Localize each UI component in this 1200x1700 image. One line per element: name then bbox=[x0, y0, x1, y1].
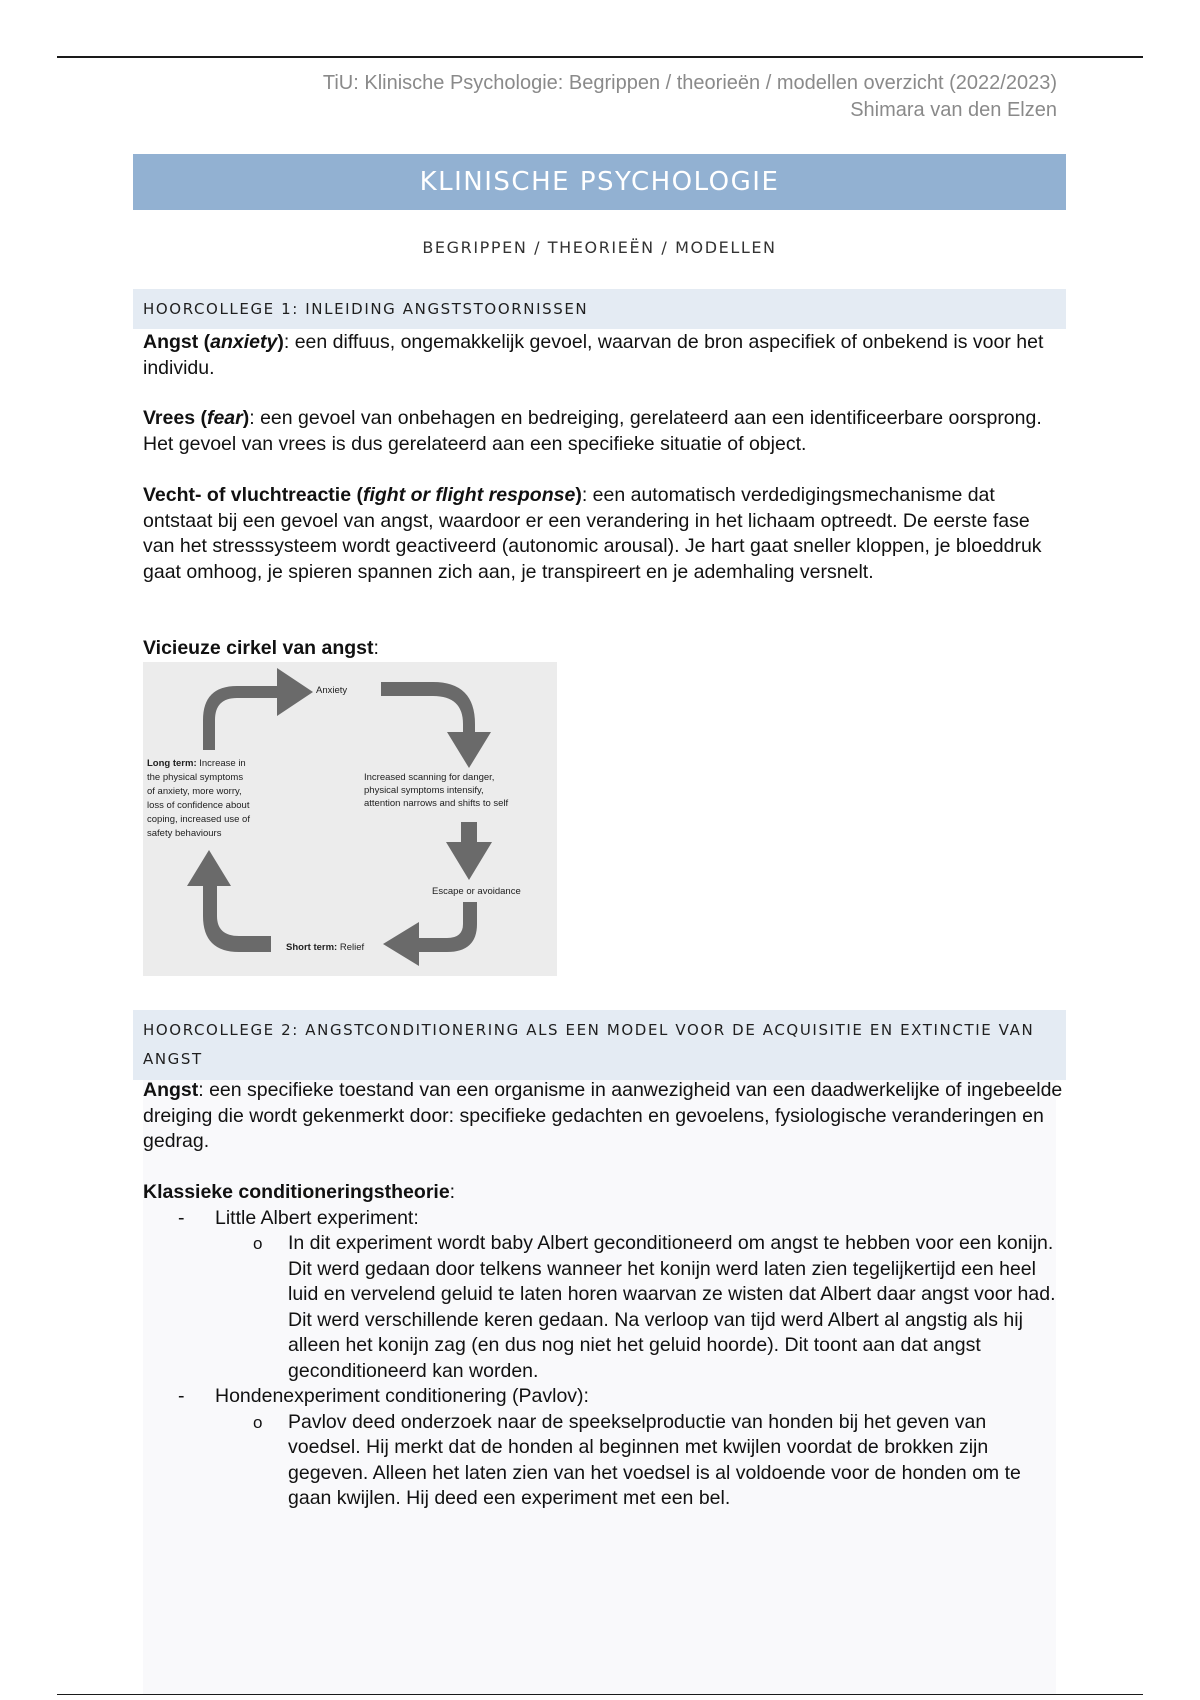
diagram-label-scanning-2: physical symptoms intensify, bbox=[364, 785, 484, 796]
circle-bullet: o bbox=[253, 1234, 263, 1253]
sub-list-item-text: In dit experiment wordt baby Albert geconditioneerd om angst te hebben voor een konijn. Dit werd gedaan door telkens wanneer het konijn werd laten zien tegelijkertijd een heel luid en vervelend geluid te laten horen waarvan ze wisten dat Albert daar angst voor had. Dit werd verschillende keren gedaan. Na verloop van tijd werd Albert al angstig als hij alleen het konijn zag (en dus nog niet het geluid hoorde). Dit toont aan dat angst geconditioneerd kan worden. bbox=[288, 1232, 1056, 1382]
diagram-label-long-term: Long term: Increase in bbox=[147, 758, 246, 769]
dash-bullet: - bbox=[178, 1206, 185, 1229]
list-item bbox=[143, 1384, 1063, 1410]
diagram-label-scanning-3: attention narrows and shifts to self bbox=[364, 798, 509, 809]
klassieke-conditionering: Klassieke conditioneringstheorie: - Little Albert experiment: o In dit experiment wordt baby Albert geconditioneerd om angst te hebben voor een konijn. Dit werd gedaan door telkens wanneer het konijn werd laten zien tegelijkertijd een heel luid en vervelend geluid te laten horen waarvan ze wisten dat Albert daar angst voor had. Dit werd verschillende keren gedaan. Na verloop van tijd werd Albert al angstig als hij alleen het konijn zag (en dus nog niet het geluid hoorde). Dit toont aan dat angst geconditioneerd kan worden. - Hondenexperiment conditionering (Pavlov): o Pavlov deed onderzoek naar de speekselproductie van honden bij het geven van voedsel. Hij merkt dat de honden al beginnen met kwijlen voordat de brokken zijn gegeven. Alleen het laten zien van het voedsel is al voldoende voor de honden om te gaan kwijlen. Hij deed een experiment met een bel. bbox=[143, 1180, 1063, 1512]
bottom-rule bbox=[57, 1694, 1143, 1695]
top-rule bbox=[57, 56, 1143, 58]
diagram-label-anxiety: Anxiety bbox=[316, 685, 348, 696]
diagram-label-short-term: Short term: Relief bbox=[286, 942, 365, 953]
diagram-label-long-term-4: loss of confidence about bbox=[147, 800, 250, 811]
section-heading-2: HOORCOLLEGE 2: ANGSTCONDITIONERING ALS EEN MODEL VOOR DE ACQUISITIE EN EXTINCTIE VAN ANGST bbox=[133, 1010, 1066, 1080]
document-header-author: Shimara van den Elzen bbox=[850, 99, 1057, 121]
definition-vicieuze-cirkel: Vicieuze cirkel van angst: bbox=[143, 637, 379, 659]
vicious-circle-diagram bbox=[143, 662, 557, 976]
document-header-title: TiU: Klinische Psychologie: Begrippen / theorieën / modellen overzicht (2022/2023) bbox=[322, 72, 1057, 94]
page-subtitle: BEGRIPPEN / THEORIEËN / MODELLEN bbox=[422, 238, 777, 257]
diagram-label-scanning-1: Increased scanning for danger, bbox=[364, 772, 495, 783]
circle-bullet: o bbox=[253, 1412, 263, 1432]
section-heading-1: HOORCOLLEGE 1: INLEIDING ANGSTSTOORNISSEN bbox=[133, 289, 1066, 329]
diagram-label-escape: Escape or avoidance bbox=[432, 886, 521, 897]
sub-list-item bbox=[143, 1410, 1063, 1512]
sub-list-item bbox=[143, 1231, 1063, 1384]
diagram-label-long-term-5: coping, increased use of bbox=[147, 814, 250, 825]
list-item-label: Little Albert experiment: bbox=[215, 1206, 419, 1229]
list-item bbox=[143, 1206, 1063, 1232]
vicious-circle-svg bbox=[143, 662, 557, 976]
diagram-label-long-term-3: of anxiety, more worry, bbox=[147, 786, 242, 797]
list-item-label: Hondenexperiment conditionering (Pavlov): bbox=[215, 1385, 589, 1407]
dash-bullet: - bbox=[178, 1385, 185, 1407]
diagram-label-long-term-6: safety behaviours bbox=[147, 828, 222, 839]
sub-list-item-text: Pavlov deed onderzoek naar de speekselproductie van honden bij het geven van voedsel. Hij merkt dat de honden al beginnen met kwijlen voordat de brokken zijn gegeven. Alleen het laten zien van het voedsel is al voldoende voor de honden om te gaan kwijlen. Hij deed een experiment met een bel. bbox=[288, 1410, 1021, 1509]
definition-angst-2: Angst: een specifieke toestand van een organisme in aanwezigheid van een daadwerkelijke of ingebeelde dreiging die wordt gekenmerkt door: specifieke gedachten en gevoelens, fysiologische veranderingen en gedrag. bbox=[143, 1079, 1063, 1152]
diagram-label-long-term-2: the physical symptoms bbox=[147, 772, 244, 783]
title-banner bbox=[133, 154, 1066, 210]
page-title: KLINISCHE PSYCHOLOGIE bbox=[419, 167, 780, 197]
definition-vechtreactie: Vecht- of vluchtreactie (fight or flight response): een automatisch verdedigingsmechanisme dat ontstaat bij een gevoel van angst, waardoor er een verandering in het lichaam optreedt. De eerste fase van het stresssysteem wordt geactiveerd (autonomic arousal). Je hart gaat sneller kloppen, je bloeddruk gaat omhoog, je spieren spannen zich aan, je transpireert en je ademhaling versnelt. bbox=[143, 484, 1042, 583]
definition-vrees: Vrees (fear): een gevoel van onbehagen en bedreiging, gerelateerd aan een identificeerbare oorsprong. Het gevoel van vrees is dus gerelateerd aan een specifieke situatie of object. bbox=[143, 407, 1042, 455]
definition-angst: Angst (anxiety): een diffuus, ongemakkelijk gevoel, waarvan de bron aspecifiek of onbekend is voor het individu. bbox=[143, 331, 1044, 379]
